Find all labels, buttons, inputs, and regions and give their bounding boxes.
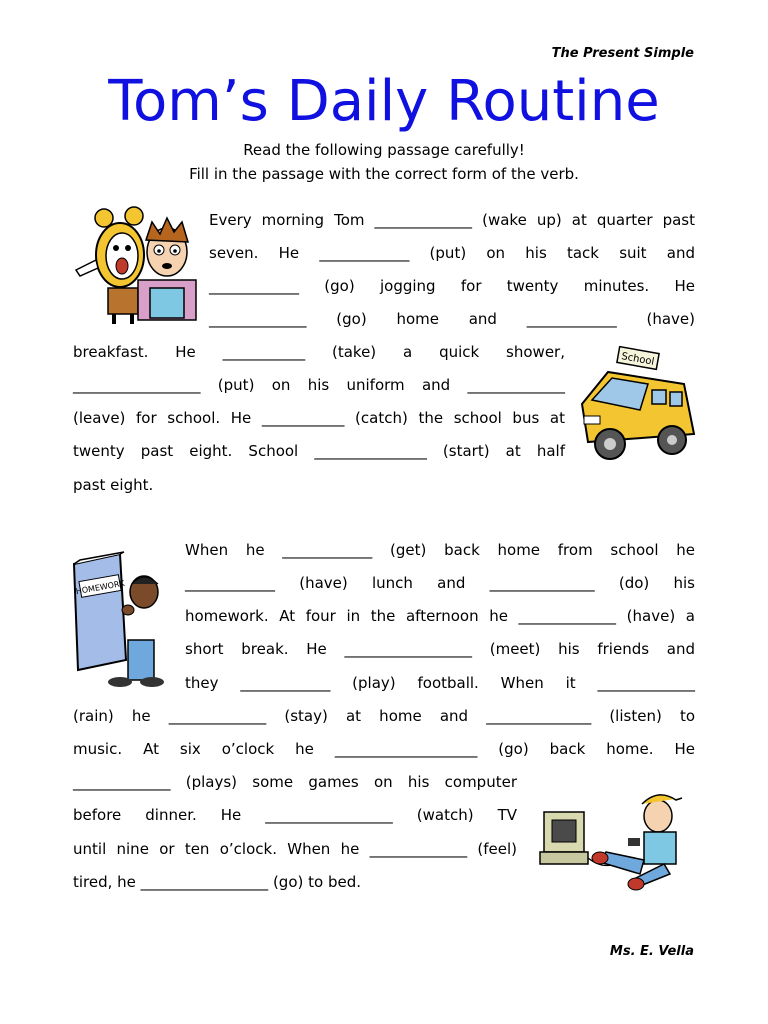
passage2-line-7: music. At six o’clock he ___________________ (go) back home. He bbox=[73, 740, 695, 758]
passage2-line-3: homework. At four in the afternoon he _____________ (have) a bbox=[185, 607, 695, 625]
passage2-line-1: When he ____________ (get) back home from school he bbox=[185, 541, 695, 559]
alarm-clock-boy-illustration bbox=[72, 200, 202, 325]
bus-sign-text: School bbox=[620, 351, 656, 368]
computer-game-boy-illustration bbox=[536, 782, 696, 892]
passage2-line-11: tired, he _________________ (go) to bed. bbox=[73, 873, 361, 891]
passage2-line-6: (rain) he _____________ (stay) at home and ______________ (listen) to bbox=[73, 707, 695, 725]
page-title: Tom’s Daily Routine bbox=[108, 69, 660, 134]
footer-author: Ms. E. Vella bbox=[609, 944, 694, 959]
homework-book-label: HOMEWORK bbox=[75, 578, 126, 597]
header-label: The Present Simple bbox=[551, 46, 694, 61]
passage2-line-4: short break. He _________________ (meet) his friends and bbox=[185, 640, 695, 658]
passage1-line-6: _________________ (put) on his uniform and _____________ bbox=[73, 376, 565, 394]
passage2-line-8: _____________ (plays) some games on his computer bbox=[73, 773, 517, 791]
passage1-line-2: seven. He ____________ (put) on his tack suit and bbox=[209, 244, 695, 262]
passage1-line-5: breakfast. He ___________ (take) a quick shower, bbox=[73, 343, 565, 361]
passage1-line-1: Every morning Tom _____________ (wake up) at quarter past bbox=[209, 211, 695, 229]
passage2-line-10: until nine or ten o’clock. When he _____________ (feel) bbox=[73, 840, 517, 858]
passage1-line-8: twenty past eight. School _______________ (start) at half bbox=[73, 442, 565, 460]
passage1-line-4: _____________ (go) home and ____________ (have) bbox=[209, 310, 695, 328]
passage2-line-9: before dinner. He _________________ (watch) TV bbox=[73, 806, 517, 824]
passage2-line-2: ____________ (have) lunch and ______________ (do) his bbox=[185, 574, 695, 592]
passage2-line-5: they ____________ (play) football. When it _____________ bbox=[185, 674, 695, 692]
passage1-line-3: ____________ (go) jogging for twenty minutes. He bbox=[209, 277, 695, 295]
school-bus-illustration bbox=[574, 346, 700, 466]
instruction-line-1: Read the following passage carefully! bbox=[243, 141, 525, 159]
homework-boy-illustration bbox=[70, 550, 170, 690]
instruction-line-2: Fill in the passage with the correct form of the verb. bbox=[189, 165, 579, 183]
passage1-line-7: (leave) for school. He ___________ (catch) the school bus at bbox=[73, 409, 565, 427]
passage1-line-9: past eight. bbox=[73, 476, 154, 494]
